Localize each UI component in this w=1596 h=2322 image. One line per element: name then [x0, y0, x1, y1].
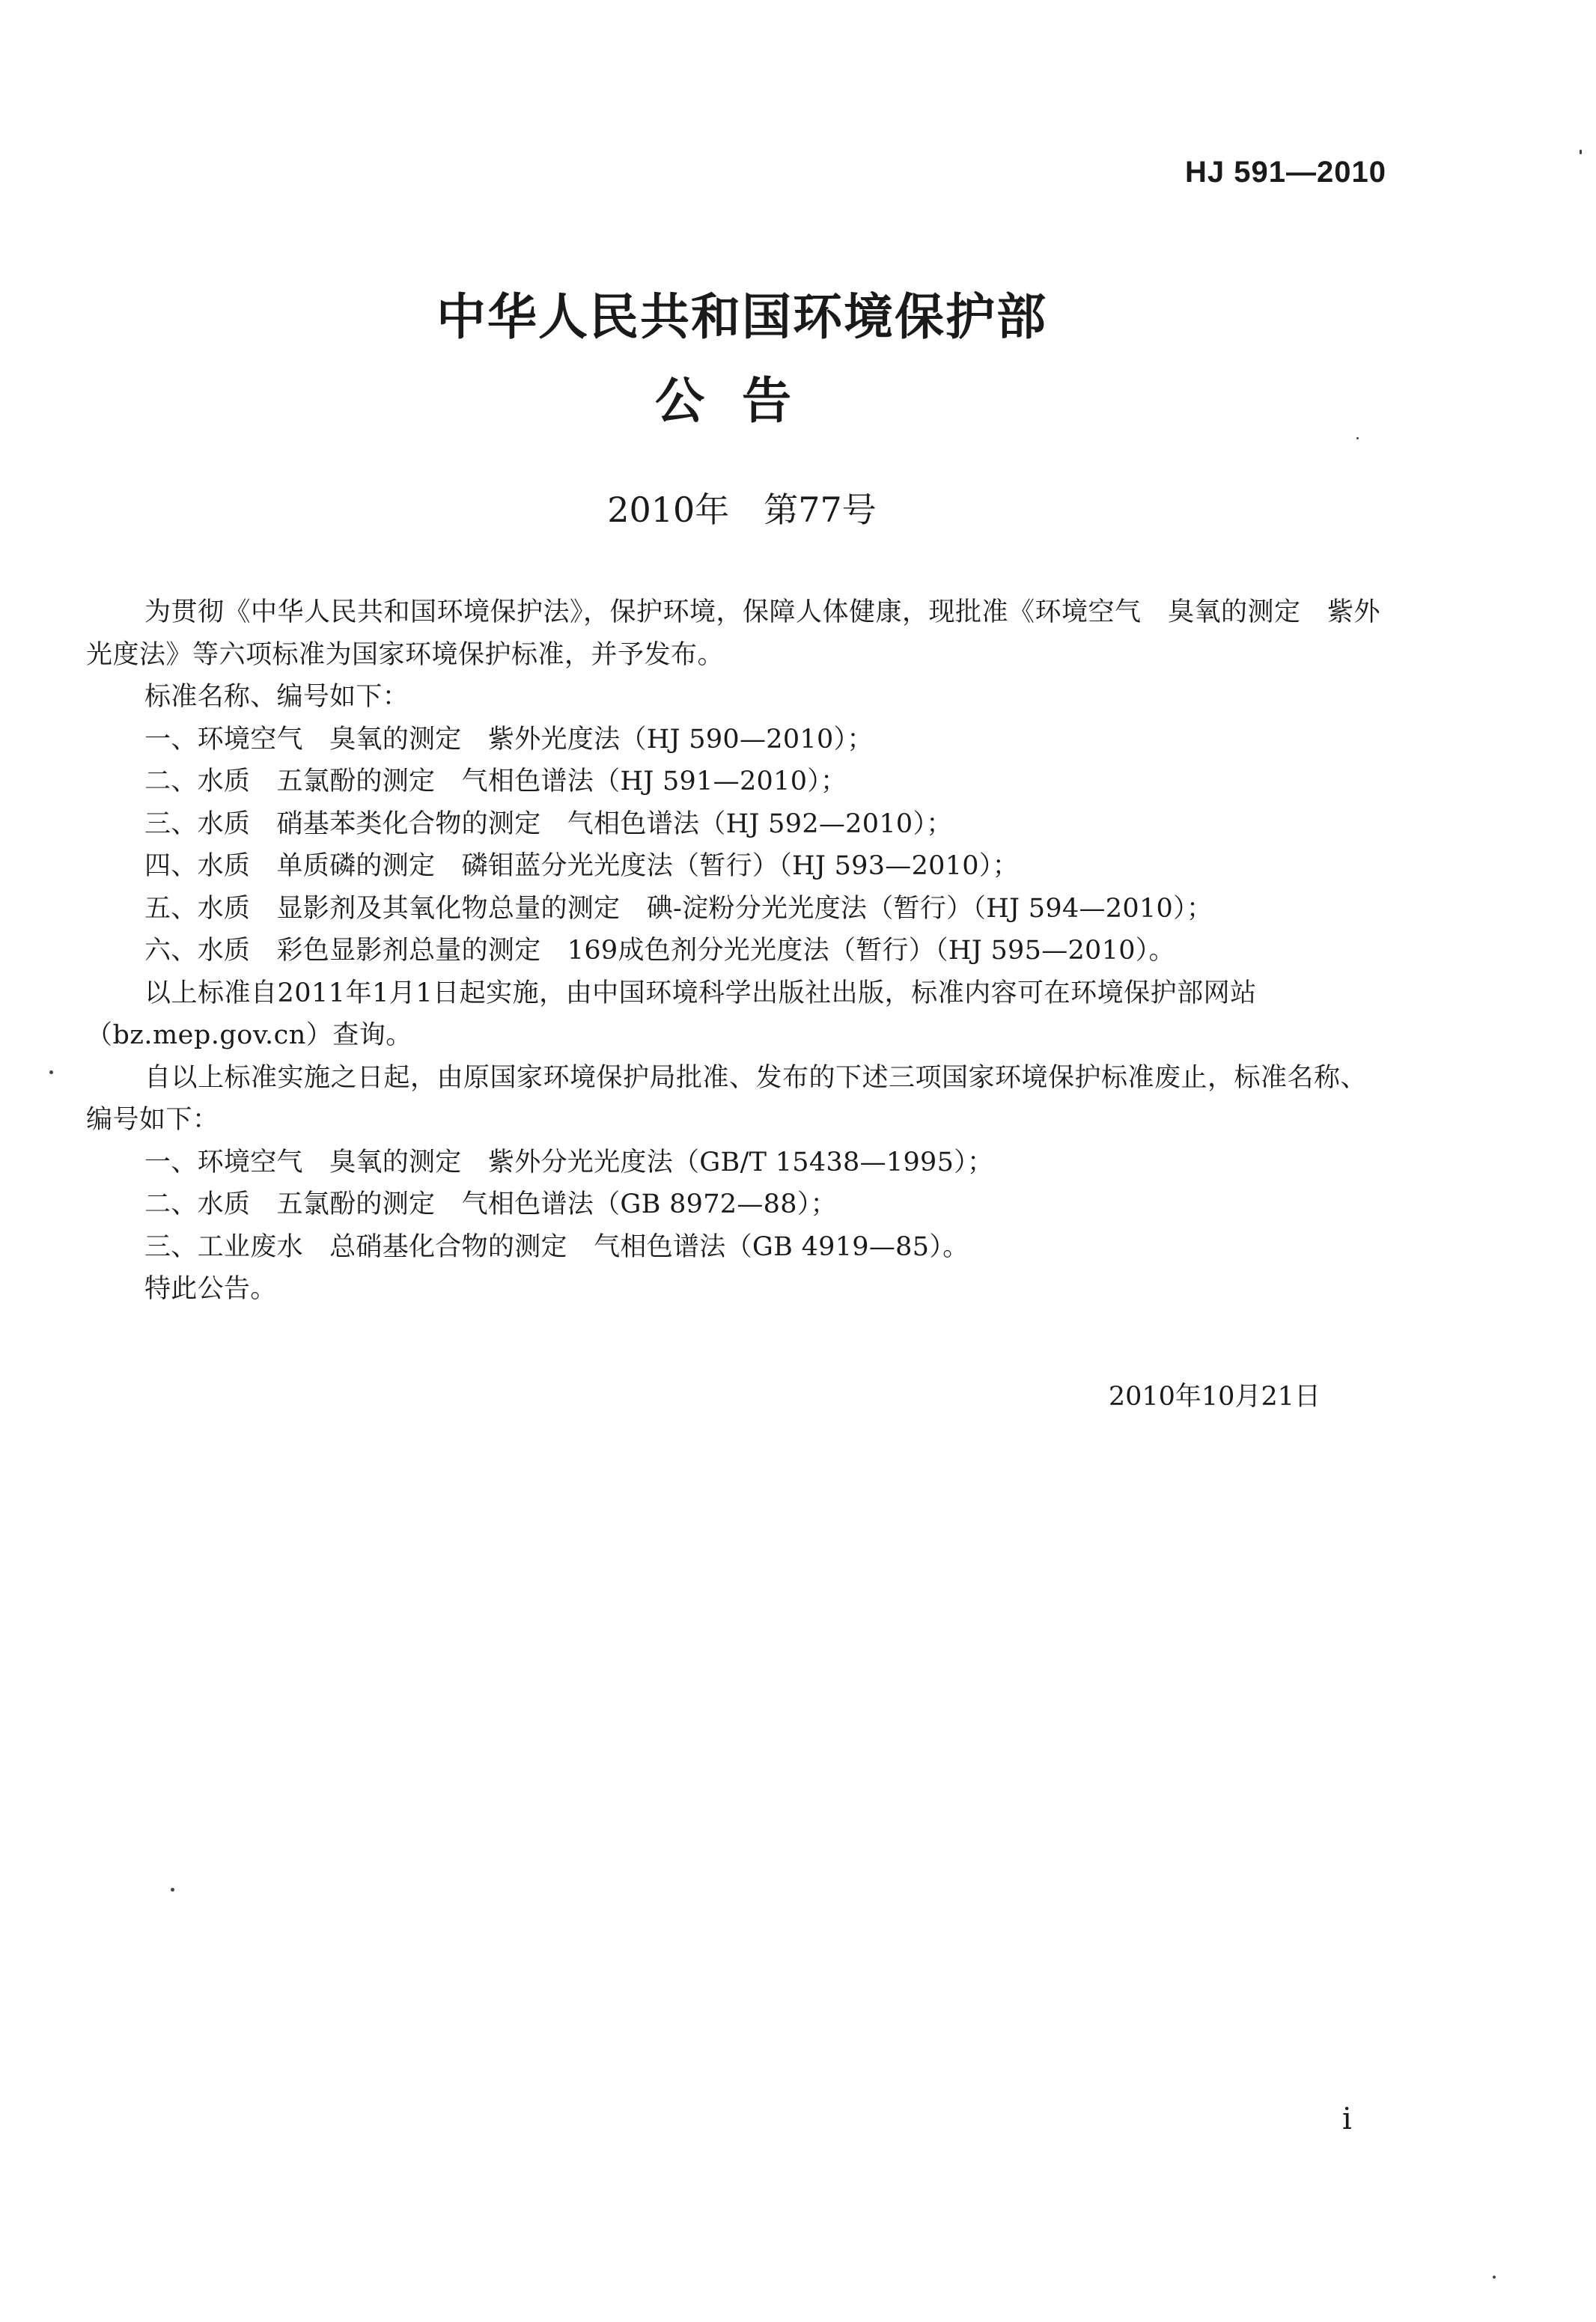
agency-title: 中华人民共和国环境保护部	[436, 288, 1047, 346]
intro-paragraph: 为贯彻《中华人民共和国环境保护法》，保护环境，保障人体健康，现批准《环境空气 臭氧的测定 紫外光度法》等六项标准为国家环境保护标准，并予发布。	[86, 597, 1381, 670]
new-standard-item: 一、环境空气 臭氧的测定 紫外光度法（HJ 590—2010）；	[144, 724, 874, 755]
scan-speck	[171, 1888, 174, 1892]
scan-speck	[49, 1070, 53, 1074]
repealed-standard-item: 一、环境空气 臭氧的测定 紫外分光光度法（GB/T 15438—1995）；	[144, 1147, 994, 1177]
new-standard-item: 二、水质 五氯酚的测定 气相色谱法（HJ 591—2010）；	[144, 767, 847, 796]
announcement-body	[86, 591, 1389, 1311]
repeal-paragraph: 自以上标准实施之日起，由原国家环境保护局批准、发布的下述三项国家环境保护标准废止，标准名称、编号如下：	[86, 1062, 1368, 1135]
list-heading: 标准名称、编号如下：	[144, 682, 409, 712]
scan-speck	[1356, 437, 1359, 439]
new-standard-item: 六、水质 彩色显影剂总量的测定 169成色剂分光光度法（暂行）（HJ 595—2010）。	[144, 936, 1175, 966]
document-type-title: 公告	[655, 372, 829, 430]
scan-speck	[1580, 150, 1582, 154]
effective-date-paragraph: 以上标准自2011年1月1日起实施，由中国环境科学出版社出版，标准内容可在环境保护部网站（bz.mep.gov.cn）查询。	[86, 978, 1257, 1050]
new-standard-item: 三、水质 硝基苯类化合物的测定 气相色谱法（HJ 592—2010）；	[144, 808, 953, 839]
closing-line: 特此公告。	[144, 1274, 277, 1304]
repealed-standard-item: 三、工业废水 总硝基化合物的测定 气相色谱法（GB 4919—85）。	[144, 1231, 969, 1262]
standard-code: HJ 591—2010	[1185, 156, 1386, 189]
repealed-standard-item: 二、水质 五氯酚的测定 气相色谱法（GB 8972—88）；	[144, 1189, 837, 1219]
issue-number: 2010年 第77号	[607, 490, 877, 530]
page-number: i	[1342, 2102, 1352, 2136]
issue-date: 2010年10月21日	[1108, 1382, 1321, 1412]
scan-speck	[1493, 2276, 1496, 2279]
new-standard-item: 五、水质 显影剂及其氧化物总量的测定 碘-淀粉分光光度法（暂行）（HJ 594—2010）；	[144, 893, 1213, 924]
new-standard-item: 四、水质 单质磷的测定 磷钼蓝分光光度法（暂行）（HJ 593—2010）；	[144, 851, 1019, 881]
